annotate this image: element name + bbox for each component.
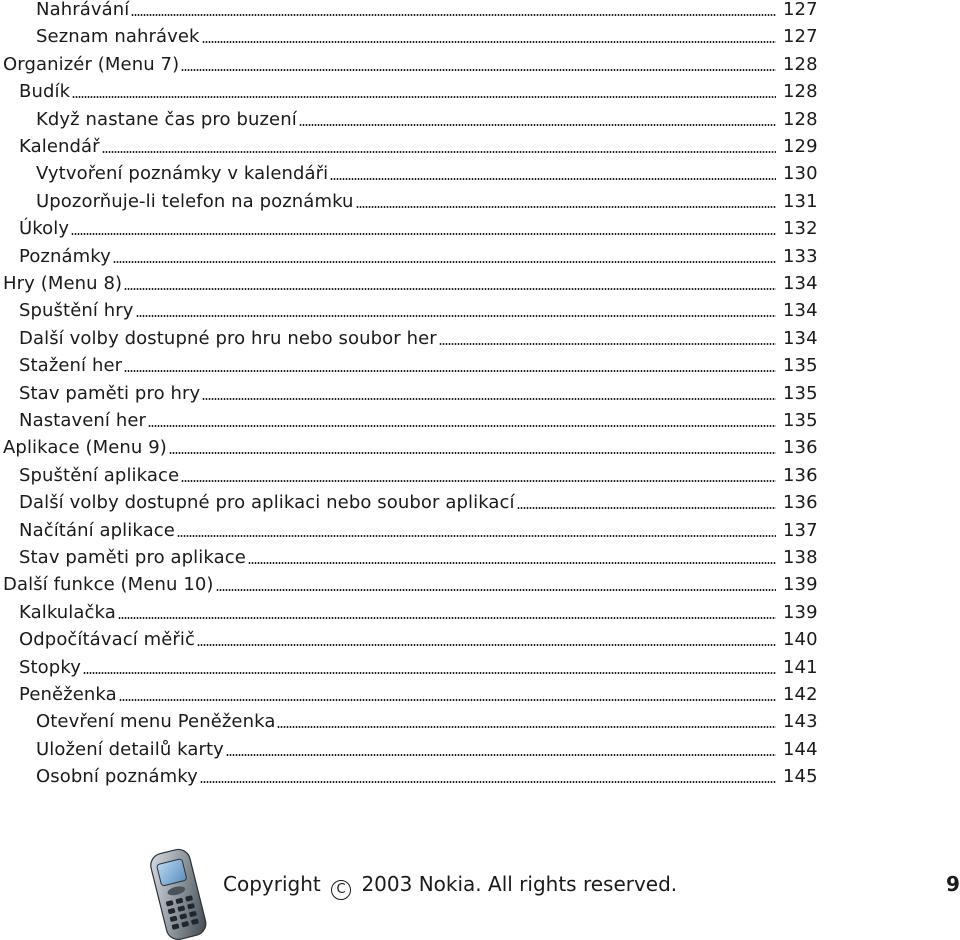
toc-entry[interactable]	[0, 104, 960, 131]
toc-leader-dots	[71, 233, 776, 235]
toc-entry[interactable]	[0, 597, 960, 624]
page-number: 9	[946, 872, 960, 896]
toc-entry-page: 138	[783, 547, 818, 568]
toc-entry[interactable]	[0, 0, 960, 21]
toc-entry-page: 135	[783, 355, 818, 377]
toc-entry[interactable]	[0, 761, 960, 788]
toc-entry-title: Kalendář	[19, 136, 100, 157]
toc-entry[interactable]	[0, 186, 960, 213]
page-footer	[0, 840, 960, 939]
toc-entry-title: Osobní poznámky	[36, 766, 198, 788]
toc-leader-dots	[72, 96, 776, 98]
toc-entry-title: Nahrávání	[36, 0, 130, 20]
toc-entry-page: 128	[783, 108, 818, 130]
toc-entry-page: 144	[783, 738, 818, 760]
toc-leader-dots	[131, 14, 776, 16]
toc-entry[interactable]	[0, 405, 960, 432]
toc-leader-dots	[181, 69, 776, 71]
toc-entry-page: 139	[783, 601, 818, 623]
toc-entry[interactable]	[0, 268, 960, 295]
toc-entry-page: 128	[783, 81, 818, 103]
toc-entry[interactable]	[0, 734, 960, 761]
toc-entry-title: Další volby dostupné pro hru nebo soubor her	[19, 327, 437, 349]
toc-entry-page: 128	[783, 53, 818, 75]
toc-leader-dots	[119, 699, 776, 701]
toc-leader-dots	[226, 754, 776, 756]
toc-leader-dots	[356, 206, 776, 208]
toc-entry-title: Načítání aplikace	[19, 519, 175, 541]
toc-entry-page: 134	[783, 273, 818, 294]
toc-entry-page: 136	[783, 492, 818, 514]
toc-leader-dots	[118, 617, 776, 619]
toc-entry-page: 127	[783, 0, 818, 20]
toc-entry-page: 134	[783, 327, 818, 349]
toc-leader-dots	[299, 124, 776, 126]
toc-entry[interactable]	[0, 487, 960, 514]
toc-leader-dots	[124, 288, 776, 290]
nokia-phone-icon	[140, 846, 220, 940]
toc-entry[interactable]	[0, 241, 960, 268]
toc-entry[interactable]	[0, 706, 960, 733]
toc-entry-title: Budík	[19, 81, 71, 103]
toc-entry-title: Další volby dostupné pro aplikaci nebo soubor aplikací	[19, 492, 515, 514]
toc-entry-page: 141	[783, 656, 818, 678]
toc-leader-dots	[248, 562, 776, 564]
toc-entry[interactable]	[0, 76, 960, 103]
toc-leader-dots	[136, 315, 776, 317]
toc-leader-dots	[517, 507, 776, 509]
toc-entry-page: 129	[783, 136, 818, 157]
toc-entry-page: 135	[783, 382, 818, 404]
toc-entry-title: Úkoly	[19, 218, 70, 240]
toc-entry-title: Kalkulačka	[19, 601, 116, 623]
toc-entry-page: 136	[783, 437, 818, 459]
toc-leader-dots	[439, 343, 776, 345]
toc-entry-title: Upozorňuje-li telefon na poznámku	[36, 190, 354, 212]
toc-entry-page: 131	[783, 190, 818, 212]
copyright-symbol-icon: C	[331, 880, 351, 900]
toc-entry-title: Spuštění aplikace	[19, 464, 180, 486]
toc-leader-dots	[330, 178, 776, 180]
toc-leader-dots	[169, 452, 776, 454]
toc-entry-title: Organizér (Menu 7)	[3, 53, 180, 75]
toc-entry-page: 135	[783, 410, 818, 431]
toc-entry-title: Když nastane čas pro buzení	[36, 108, 297, 130]
toc-entry-page: 136	[783, 464, 818, 486]
toc-leader-dots	[202, 41, 776, 43]
toc-entry-title: Aplikace (Menu 9)	[3, 437, 167, 459]
toc-entry[interactable]	[0, 460, 960, 487]
toc-entry-page: 145	[783, 766, 818, 788]
toc-entry[interactable]	[0, 21, 960, 48]
toc-entry-page: 139	[783, 574, 818, 596]
toc-entry[interactable]	[0, 323, 960, 350]
toc-entry-page: 132	[783, 218, 818, 240]
toc-leader-dots	[177, 535, 776, 537]
toc-entry[interactable]	[0, 515, 960, 542]
toc-entry[interactable]	[0, 378, 960, 405]
toc-leader-dots	[113, 261, 776, 263]
toc-leader-dots	[124, 370, 776, 372]
toc-leader-dots	[102, 151, 776, 153]
toc-entry[interactable]	[0, 213, 960, 240]
toc-entry-page: 134	[783, 300, 818, 322]
toc-leader-dots	[200, 781, 776, 783]
toc-leader-dots	[181, 480, 776, 482]
toc-entry-title: Spuštění hry	[19, 300, 134, 322]
toc-entry[interactable]	[0, 542, 960, 569]
toc-leader-dots	[216, 589, 776, 591]
toc-entry-page: 133	[783, 245, 818, 267]
toc-entry-title: Vytvoření poznámky v kalendáři	[36, 163, 329, 185]
toc-entry[interactable]	[0, 350, 960, 377]
toc-leader-dots	[148, 425, 776, 427]
toc-entry[interactable]	[0, 295, 960, 322]
toc-entry[interactable]	[0, 679, 960, 706]
toc-leader-dots	[202, 398, 776, 400]
toc-entry-title: Další funkce (Menu 10)	[3, 574, 214, 596]
toc-entry-page: 142	[783, 684, 818, 705]
toc-entry-title: Nastavení her	[19, 410, 147, 431]
copyright-notice	[223, 872, 677, 900]
toc-entry-title: Stav paměti pro aplikace	[19, 547, 246, 568]
toc-entry-page: 143	[783, 711, 818, 733]
toc-entry-title: Hry (Menu 8)	[3, 273, 123, 294]
toc-entry-page: 127	[783, 26, 818, 48]
toc-entry-title: Seznam nahrávek	[36, 26, 200, 48]
copyright-text: 2003 Nokia. All rights reserved.	[361, 872, 678, 896]
toc-entry-title: Stopky	[19, 656, 81, 678]
toc-entry[interactable]	[0, 131, 960, 158]
toc-entry-page: 137	[783, 519, 818, 541]
toc-entry-title: Otevření menu Peněženka	[36, 711, 276, 733]
toc-entry[interactable]	[0, 432, 960, 459]
toc-entry-title: Peněženka	[19, 684, 117, 705]
toc-entry-title: Odpočítávací měřič	[19, 629, 196, 651]
toc-entry[interactable]	[0, 49, 960, 76]
toc-entry[interactable]	[0, 652, 960, 679]
copyright-prefix: Copyright	[223, 872, 321, 896]
toc-entry[interactable]	[0, 569, 960, 596]
toc-entry-title: Poznámky	[19, 245, 111, 267]
toc-entry-title: Uložení detailů karty	[36, 738, 224, 760]
toc-entry-title: Stažení her	[19, 355, 123, 377]
toc-entry[interactable]	[0, 158, 960, 185]
toc-entry-page: 130	[783, 163, 818, 185]
toc-entry[interactable]	[0, 624, 960, 651]
toc-leader-dots	[197, 644, 776, 646]
toc-leader-dots	[277, 726, 776, 728]
toc-entry-page: 140	[783, 629, 818, 651]
toc-entry-title: Stav paměti pro hry	[19, 382, 201, 404]
toc-leader-dots	[83, 672, 776, 674]
